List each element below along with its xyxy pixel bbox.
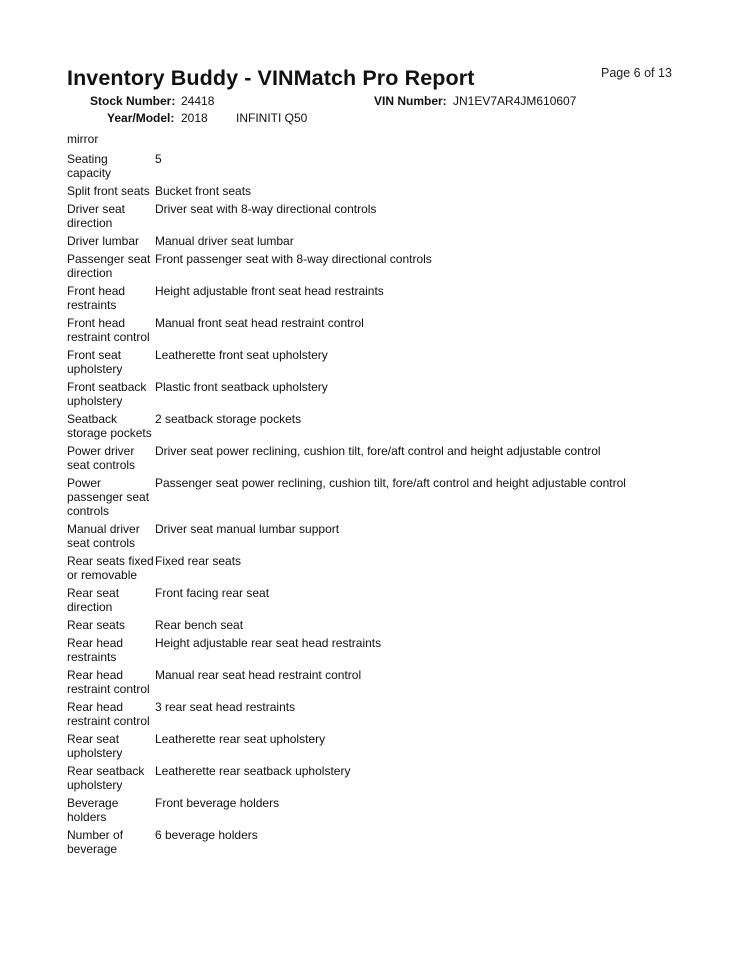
page-number: Page 6 of 13 bbox=[601, 66, 672, 80]
spec-label: Power passenger seat controls bbox=[67, 476, 150, 518]
spec-value: Passenger seat power reclining, cushion tilt, fore/aft control and height adjustable control bbox=[155, 476, 626, 490]
spec-label: Rear seat direction bbox=[67, 586, 120, 614]
spec-row bbox=[67, 668, 707, 696]
spec-label: Front seatback upholstery bbox=[67, 380, 147, 408]
spec-value: Leatherette front seat upholstery bbox=[155, 348, 328, 362]
spec-row bbox=[67, 764, 707, 792]
report-title: Inventory Buddy - VINMatch Pro Report bbox=[67, 66, 475, 90]
spec-row bbox=[67, 618, 707, 632]
spec-rows bbox=[67, 152, 707, 856]
spec-label: Rear seatback upholstery bbox=[67, 764, 145, 792]
spec-row bbox=[67, 586, 707, 614]
spec-row bbox=[67, 444, 707, 472]
spec-value: Leatherette rear seatback upholstery bbox=[155, 764, 351, 778]
spec-value: 5 bbox=[155, 152, 162, 166]
year-value: 2018 bbox=[181, 111, 208, 125]
spec-row bbox=[67, 284, 707, 312]
spec-row bbox=[67, 202, 707, 230]
vin-number-value: JN1EV7AR4JM610607 bbox=[453, 94, 577, 108]
spec-value: Plastic front seatback upholstery bbox=[155, 380, 328, 394]
spec-value: Manual rear seat head restraint control bbox=[155, 668, 362, 682]
spec-row bbox=[67, 316, 707, 344]
spec-label: Rear head restraint control bbox=[67, 700, 150, 728]
spec-label: Rear head restraint control bbox=[67, 668, 150, 696]
stock-number-value: 24418 bbox=[181, 94, 215, 108]
spec-row bbox=[67, 796, 707, 824]
spec-row bbox=[67, 476, 707, 518]
spec-value: 2 seatback storage pockets bbox=[155, 412, 302, 426]
spec-label: Manual driver seat controls bbox=[67, 522, 140, 550]
spec-row bbox=[67, 522, 707, 550]
model-value: INFINITI Q50 bbox=[236, 111, 308, 125]
spec-row bbox=[67, 732, 707, 760]
spec-label: Rear seat upholstery bbox=[67, 732, 123, 760]
spec-list bbox=[67, 132, 707, 856]
spec-label: Split front seats bbox=[67, 184, 150, 198]
spec-row bbox=[67, 554, 707, 582]
spec-row bbox=[67, 252, 707, 280]
spec-row bbox=[67, 152, 707, 180]
spec-row bbox=[67, 412, 707, 440]
spec-label: Front seat upholstery bbox=[67, 348, 123, 376]
spec-value: Leatherette rear seat upholstery bbox=[155, 732, 326, 746]
spec-label: Seating capacity bbox=[67, 152, 112, 180]
spec-label: Passenger seat direction bbox=[67, 252, 151, 280]
spec-label: Rear seats bbox=[67, 618, 126, 632]
spec-value: Fixed rear seats bbox=[155, 554, 242, 568]
spec-label: Driver seat direction bbox=[67, 202, 126, 230]
spec-row bbox=[67, 700, 707, 728]
spec-row bbox=[67, 234, 707, 248]
spec-label: Power driver seat controls bbox=[67, 444, 136, 472]
spec-value: Manual driver seat lumbar bbox=[155, 234, 294, 248]
spec-row bbox=[67, 380, 707, 408]
spec-label: Rear seats fixed or removable bbox=[67, 554, 154, 582]
spec-row bbox=[67, 828, 707, 856]
year-model-label: Year/Model: bbox=[107, 111, 175, 125]
spec-label: Front head restraint control bbox=[67, 316, 150, 344]
spec-value: 3 rear seat head restraints bbox=[155, 700, 296, 714]
spec-value: Front facing rear seat bbox=[155, 586, 270, 600]
spec-value: Front passenger seat with 8-way directional controls bbox=[155, 252, 432, 266]
spec-label: Seatback storage pockets bbox=[67, 412, 152, 440]
continued-text: mirror bbox=[67, 132, 99, 146]
spec-value: Height adjustable front seat head restraints bbox=[155, 284, 384, 298]
spec-label: Number of beverage bbox=[67, 828, 124, 856]
spec-value: Driver seat manual lumbar support bbox=[155, 522, 340, 536]
spec-label: Rear head restraints bbox=[67, 636, 124, 664]
vin-number-label: VIN Number: bbox=[374, 94, 447, 108]
stock-number-label: Stock Number: bbox=[90, 94, 176, 108]
spec-value: Bucket front seats bbox=[155, 184, 252, 198]
spec-label: Front head restraints bbox=[67, 284, 126, 312]
spec-value: Driver seat with 8-way directional controls bbox=[155, 202, 377, 216]
spec-row bbox=[67, 348, 707, 376]
spec-label: Beverage holders bbox=[67, 796, 119, 824]
spec-row bbox=[67, 636, 707, 664]
spec-value: 6 beverage holders bbox=[155, 828, 258, 842]
spec-value: Rear bench seat bbox=[155, 618, 244, 632]
spec-label: Driver lumbar bbox=[67, 234, 140, 248]
spec-value: Manual front seat head restraint control bbox=[155, 316, 364, 330]
spec-row bbox=[67, 184, 707, 198]
spec-value: Height adjustable rear seat head restraints bbox=[155, 636, 382, 650]
spec-value: Driver seat power reclining, cushion tilt, fore/aft control and height adjustable control bbox=[155, 444, 601, 458]
spec-value: Front beverage holders bbox=[155, 796, 280, 810]
